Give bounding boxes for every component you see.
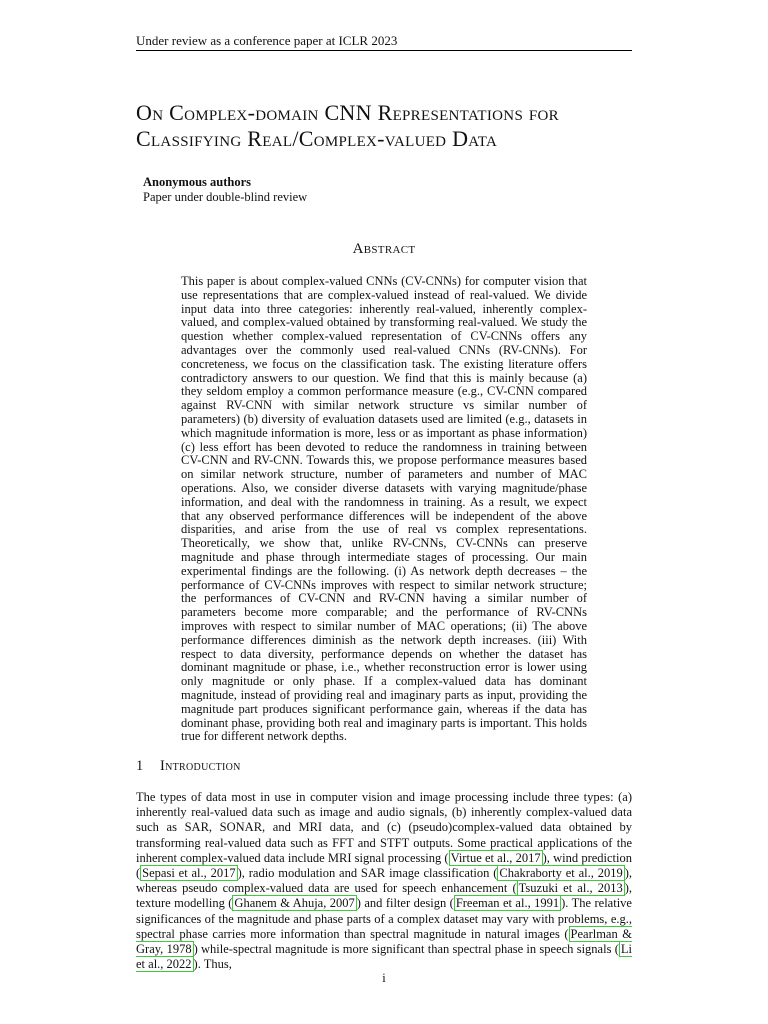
review-note: Paper under double-blind review <box>143 190 308 204</box>
section-heading-introduction <box>136 758 241 775</box>
citation-link[interactable]: Tsuzuki et al., 2013 <box>518 881 623 896</box>
intro-text: ) and filter design ( <box>356 896 454 911</box>
citation-link[interactable]: Li et al., 2022 <box>136 942 632 972</box>
running-header: Under review as a conference paper at ICLR 2023 <box>136 33 398 48</box>
citation-link[interactable]: Ghanem & Ahuja, 2007 <box>234 896 355 911</box>
intro-text: ) while-spectral magnitude is more significant than spectral phase in speech signals ( <box>193 942 619 957</box>
header-rule <box>136 50 632 51</box>
intro-text: ), wind prediction ( <box>136 850 632 881</box>
section-number: 1 <box>136 758 144 774</box>
author-name: Anonymous authors <box>143 175 252 189</box>
intro-text: ), texture modelling ( <box>136 881 632 911</box>
author-block <box>143 175 307 205</box>
abstract-heading: Abstract <box>352 241 416 257</box>
citation-link[interactable]: Sepasi et al., 2017 <box>142 866 236 881</box>
title-line-1: On Complex-domain CNN Representations for <box>136 100 559 125</box>
page-number: i <box>382 971 386 985</box>
citation-link[interactable]: Virtue et al., 2017 <box>450 850 541 865</box>
citation-link[interactable]: Pearlman & Gray, 1978 <box>136 926 632 957</box>
intro-text: ), radio modulation and SAR image classification ( <box>237 866 498 881</box>
intro-text: The types of data most in use in computer vision and image processing include three types: (a) inherently real-valued data such as image and audio signals, (b) inherently complex-valued data such as SAR, SONAR, and MRI data, and (c) (pseudo)complex-valued data obtained by transforming real-valued data such as FFT and STFT outputs. Some practical applications of the inherent complex-valued data include MRI signal processing ( <box>136 790 632 865</box>
introduction-paragraph <box>136 790 632 972</box>
title-line-2: Classifying Real/Complex-valued Data <box>136 126 498 151</box>
abstract-text: This paper is about complex-valued CNNs (CV-CNNs) for computer vision that use representations that are complex-valued instead of real-valued. We divide input data into three categories: inherently real-valued, inherently complex-valued, and complex-valued obtained by transforming real-valued. We study the question whether complex-valued representation of CV-CNNs offers any advantages over the commonly used real-valued CNNs (RV-CNNs). For concreteness, we focus on the classification task. The existing literature offers contradictory answers to our question. We find that this is mainly because (a) they seldom employ a common performance measure (e.g., CV-CNN compared against RV-CNN with similar network structure vs similar number of parameters) (b) diversity of evaluation datasets used are limited (e.g., datasets in which magnitude information is more, less or as important as phase information) (c) less effort has been devoted to reduce the randomness in training between CV-CNN and RV-CNN. Towards this, we propose performance measures based on similar network structure, number of parameters and number of MAC operations. Also, we consider diverse datasets with varying magnitude/phase information, and deal with the randomness in training. As a result, we expect that any observed performance differences will be independent of the above disparities, and arise from the use of real vs complex representations. Theoretically, we show that, unlike RV-CNNs, CV-CNNs can preserve magnitude and phase through intermediate stages of processing. Our main experimental findings are the following. (i) As network depth decreases – the performance of CV-CNNs improves with respect to similar network structure; the performances of CV-CNN and RV-CNN having a similar number of parameters become more comparable; and the performance of RV-CNNs improves with respect to similar number of MAC operations; (ii) The above performance differences diminish as the network depth increases. (iii) With respect to data diversity, performance depends on whether the dataset has dominant magnitude or phase, i.e., whether reconstruction error is lower using only magnitude or only phase. If a complex-valued data has dominant magnitude, instead of providing real and imaginary parts as input, providing the magnitude part produces significant performance gain, whereas if the data has dominant phase, providing both real and imaginary parts is important. This holds true for different network depths. <box>181 274 587 744</box>
citation-link[interactable]: Freeman et al., 1991 <box>455 896 560 911</box>
intro-text: ), whereas pseudo complex-valued data are used for speech enhancement ( <box>136 866 632 896</box>
citation-link[interactable]: Chakraborty et al., 2019 <box>499 866 623 881</box>
section-title: Introduction <box>160 758 241 774</box>
paper-title <box>136 100 656 152</box>
intro-text: ). Thus, <box>193 957 232 972</box>
intro-text: ). The relative significances of the magnitude and phase parts of a complex dataset may vary with problems, e.g., spectral phase carries more information than spectral magnitude in natural images ( <box>136 896 632 941</box>
